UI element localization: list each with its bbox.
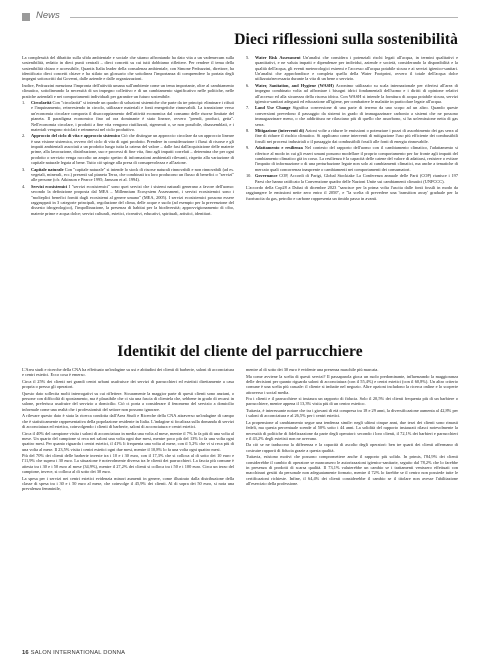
article2-paragraph: Ma come avviene la scelta di questi servizi? Il passaparola gioca un ruolo predominante, influenzando la maggioranza delle decisioni per quanto riguarda saloni di acconciatura (con il 55,4%) e centri estetici (con il 60,8%). Un altro criterio comune è una scelta più casuale: il cliente si imbatte nel negozio. Altre opzioni includono la ricerca online e lo scoperte attraverso i social media.	[246, 373, 458, 395]
list-item-4: 4. Servizi ecosistemici I "servizi ecosistemici" sono quei servizi che i sistemi naturali generano a favore dell'uomo: secondo la definizione proposta dal MEA – Millennium Ecosystem Assessment, i servizi ecosistemici sono i "molteplici benefici forniti dagli ecosistemi al genere umano" (MEA, 2005). I servizi ecosistemici possono essere raggruppati in 3 categorie principali, regolazione del clima, delle acque e suolo (ad esempio per la prevenzione del dissesto idrogeologico), l'impollinazione, la presenza di habitat per la biodiversità; approvvigionamento di cibo, materie prime e acqua dolce; servizi culturali, estetici, ricreativi, educativi, spirituali, artistici, identitari.	[22, 183, 234, 216]
article1-intro-2: Inoltre, Pedrazzini menziona l'impronta dell'attività umana sull'ambiente come un tema importante, oltre al cambiamento climatico, sottolineando la necessità di un impegno collettivo e di un cambiamento significativo nelle politiche, nelle pratiche aziendali e nei comportamenti individuali per garantire un futuro sostenibile.	[22, 82, 234, 99]
page-number: 16	[22, 650, 29, 656]
article2-paragraph: mentre al di sotto dei 30 euro è evidente una presenza maschile più marcata.	[246, 367, 379, 372]
section-label: News	[36, 10, 60, 21]
publication-name: SALON INTERNATIONAL DONNA	[30, 650, 126, 656]
article2-paragraph: Questo dato sollecita molti interrogativi su cui riflettere. Sicuramente la maggior parte di questi clienti sono anziani, o persone con difficoltà di spostamento, ma è plausibile che ci sia una fascia di clientela che, sebbene in grado di recarsi in salone, preferisca usufruire del servizio a domicilio. Ciò ci porta a considerare il fenomeno del servizio a domicilio informale come una realtà che i professionisti del settore non possono ignorare.	[22, 390, 234, 412]
list-item-5: 5. Water Risk Assessment Un'analisi che considera i potenziali rischi legati all'acqua, in termini qualitativi e quantitativi, e ne valuta impatti e dipendenze per individui, aziende e società, considerando la disponibilità e la qualità dell'acqua, gli eventi meteorologici estremi e l'accesso all'acqua potabile sicura e ai servizi igienico-sanitari. Un'analisi che approfondisce e completa quella della Water Footprint, ovvero il totale dell'acqua dolce utilizzata/necessaria durante la vita di un bene o servizio.	[246, 55, 458, 82]
article2-paragraph: L'Area studi e ricerche della CNA ha effettuato un'indagine su usi e abitudini dei clienti di barberie, saloni di acconciatura e centri estetici. Ecco cosa è emerso.	[22, 367, 234, 378]
list-item-10: 10. Governance COP, Accordi di Parigi, Global Stocktake La Conferenza annuale delle Parti (COP) riunisce i 197 Paesi che hanno ratificato la Convenzione quadro delle Nazioni Unite sui cambiamenti climatici (UNFCCC).	[246, 173, 458, 184]
article2-paragraph: Da ciò se ne traducono la differenza e la capacità di ascolto degli operatori: ben tre quarti dei clienti affermano di costruire rapporti di fiducia grazie a questa qualità.	[246, 442, 458, 453]
article-title-sustainability: Dieci riflessioni sulla sostenibilità	[234, 31, 458, 48]
list-item-8: 8. Mitigazione (interventi di) Azioni volte a ridurre le emissioni o potenziare i pozzi di assorbimento dei gas serra al fine di ridurre il rischio climatico. Si applicano come interventi di mitigazione l'uso più efficiente dei combustibili fossili nei processi industriali o il passaggio dai combustibili fossili alle fonti di energia rinnovabile.	[246, 128, 458, 144]
article1-intro: La complessità del dibattito sulla sfida ambientale e sociale che stiamo affrontando ha dato vita a un vademecum sulla sostenibilità, redatto in dieci punti centrali – dieci concetti su cui tutti dobbiamo riflettere. Per rendere il tema della sostenibilità chiaro e accessibile, Quantis Italia leader della consulenza ambientale, con Simone Pedrazzini, direttore, ha identificato dieci concetti chiave e ha stilato un glossario che sottolinea l'importanza di comprendere la portata degli impegni sottoscritti dai Governi, dalle aziende e dalle organizzazioni.	[22, 55, 234, 82]
list-item-2: 2. Approccio del ciclo di vita e approccio sistemico Ciò che distingue un approccio circolare da un approccio lineare è una visione sistemica, ovvero del ciclo di vita di ogni prodotto. Prendere in considerazione i flussi di risorse e gli impatti ambientali associati a un prodotto lungo tutta la catena del valore – dalle fasi dall'acquisizione delle materie prime, alla lavorazione, distribuzione, uso e processi di fine vita, fino agli impatti correlati – determina che per ogni prodotto o servizio venga raccolto un ampio spettro di informazioni ambientali rilevanti, rispetto alla variazione di capitale naturale legata al bene. Tutto ciò spinge alla presa di consapevolezza e all'azione.	[22, 133, 235, 166]
header-rule	[70, 17, 458, 18]
article2-paragraph: La propensione al cambiamento segue una tendenza simile: negli ultimi cinque anni, due terzi dei clienti sono rimasti fedeli, ma questa percentuale scende al 50% sotto i 44 anni. La solidità del rapporto instaurati rilasci notevolmente la necessità di politiche di fidelizzazione da parte degli operatori: secondo i loro clienti, il 72,1% dei barbieri e parrucchieri e il 43,2% degli estetisti non ne avevano.	[246, 419, 458, 441]
article2-paragraph: La spesa per i servizi nei centri estetici evidenzia minori aumenti in genere, come illustrato dalla distribuzione della classe di spesa tra i 30 e i 50 euro al mese, che coinvolge il 45,9% dei clienti. Al di sopra dei 50 euro, si nota una prevalenza femminile,	[22, 475, 234, 492]
list-item-9: 9. Adattamento e resilienza Nel contesto del rapporto dell'uomo con il cambiamento climatico, l'adattamento si riferisce al modo in cui gli esseri umani possono modellare il proprio comportamento per far fronte agli impatti del cambiamento climatico già in corso. La resilienza è la capacità delle catene del valore di adattarsi, resistere o evitare l'impatto di informazione o di una perturbazione legate non solo ai cambiamenti climatici, ma anche a tematiche di mercato quali concorrenza inasprente o cambiamenti nei comportamenti dei consumatori.	[246, 145, 458, 172]
list-item-1: 1. Circolarità Con "circolarità" si intende un quadro di soluzioni sistemiche che parte da tre principi: eliminare i rifiuti e l'inquinamento, reinvestendo in circolo, utilizzare materiali e fonti energetiche rinnovabili. La transizione verso un'economia circolare comporta il disaccoppiamento dell'attività economica dal consumo delle risorse limitate del pianeta. Il paradigma economico fino ad ora dominante è stato lineare, ovvero "prendi, produci, getta". Nell'economia circolare, i prodotti a fine vita vengono riutilizzati, rigenerati o, se non possibile, disassemblati, e i materiali vengono riciclati e reimmessi nel ciclo produttivo.	[22, 100, 234, 132]
article2-paragraph: A rilevare questo dato è stata la ricerca condotta dall'Area Studi e Ricerche della CNA attraverso un'indagine di campo che è statisticamente rappresentativa della popolazione residente in Italia. L'indagine si focalizza sulla domanda di servizi di acconciatura ed estetica, coinvolgendo i clienti di barberie, saloni di acconciatura e centri estetici.	[22, 413, 234, 429]
article1-closing: L'accordo della Cop28 a Dubai di dicembre 2023 "sancisce per la prima volta l'uscita dalle fonti fossili in modo da raggiungere le emissioni nette zero entro il 2050", e "la scelta di prevedere una 'transition away' graduale per la fuoriuscita da gas, petrolio e carbone rappresenta un timido passo in avanti.	[246, 185, 458, 201]
article2-paragraph: Circa il 25% dei clienti nei grandi centri urbani usufruisce dei servizi di parrucchieri ed estetisti direttamente a casa propria o presso gli operatori.	[22, 378, 234, 390]
list-item-6: 6. Water, Sanitation, and Hygiene (WASH) Acronimo utilizzato su scala internazionale per riferirsi all'area di impegno combinato volta ad affrontare i bisogni idrici fondamentali dell'uomo e i diritti di opinione relativi all'accesso ed alla sicurezza della risorsa idrica. Con WASH si intende la fornitura di acqua potabile sicura, servizi igienico-sanitari adeguati ed educazione all'igiene, per combattere le malattie in particolare legate all'acqua.	[246, 82, 458, 104]
page-footer	[22, 650, 125, 656]
article2-left-column	[22, 367, 234, 493]
article2-paragraph: Più del 70% dei clienti delle barberie investe tra i 10 e i 30 euro, con il 17,3% che si colloca al di sotto dei 10 euro e l'11,9% che supera i 30 euro. La situazione è notevolmente diversa tra le clienti dei parrucchieri. La fascia più comune è attesta tra i 30 e i 50 euro al mese (34,9%), mentre il 27,2% dei clienti si colloca tra i 50 e i 100 euro. Circa un terzo del campione, invece, si colloca al di sotto dei 30 euro.	[22, 453, 234, 475]
article2-paragraph: Tuttavia, è interessante notare che tra i giovani di età compresa tra 18 e 29 anni, la diversificazione aumenta al 42,8% per i saloni di acconciatura e al 26,5% per i centri estetici.	[246, 407, 458, 419]
article-title-hairdresser: Identikit del cliente del parrucchiere	[117, 343, 363, 360]
article1-right-column	[246, 55, 458, 202]
article2-paragraph: Tuttavia, esistono motivi che possono compromettere anche il rapporto più solido. In primis, l'84,9% dei clienti considerebbe il cambio di operatore se mancassero le autorizzazioni igienico-sanitarie, seguito dal 78,2% che lo farebbe in presenza di prodotti di scarsa qualità. Il 73,1% valuterebbe un cambio se i trattamenti venissero effettuati con macchinari gestiti da personale non adeguatamente formato, mentre il 72% lo farebbe se il centro non possiede tutte le certificazioni richieste. Infine, il 64,4% dei clienti considerebbe il cambio se il titolare non avesse l'abilitazione all'esercizio della professione.	[246, 454, 458, 486]
article1-left-column	[22, 55, 234, 217]
section-header	[22, 10, 458, 24]
article2-right-column	[246, 367, 458, 488]
section-marker	[22, 13, 30, 21]
article2-paragraph: Fra i clienti e il parrucchiere si instaura un rapporto di fiducia. Solo il 20,5% dei clienti frequenta più di un barbiere o parrucchiere, mentre appena il 13,3% visita più di un centro estetico.	[246, 396, 458, 407]
article2-paragraph: Circa il 40% del campione visita i saloni di acconciatura in media una volta al mese, mentre il 7% lo fa più di una volta al mese. Un quarto del campione si reca nei saloni una volta ogni due mesi, mentre poco più del 13% lo fa una volta ogni quattro mesi. Per quanto riguarda i centri estetici, il 41% li frequenta una volta al mese, con il 5,2% che vi si reca più di una volta al mese. Il 23,5% visita i centri estetici ogni due mesi, mentre il 10,8% lo fa una volta ogni quattro mesi.	[22, 430, 234, 452]
list-item-3: 3. Capitale naturale Con "capitale naturale" si intende lo stock di risorse naturali rinnovabili e non rinnovabili (ad es. vegetali, minerali, ecc.) presenti sul pianeta Terra, che combinati tra loro producono un flusso di benefici o "servizi" alle persone (cfr. Atkinson e Pearce 1995; Jansson et al. 1994).	[22, 166, 234, 183]
list-item-7: 7. Land Use Change Significa conversione di una parte di terreno da uno scopo ad un altro. Quando queste conversioni prevedono il passaggio da sistemi in grado di immagazzinare carbonio a sistemi che ne possono immagazzinare meno, o che addirittura ne rilasciano più di quello che assorbono, si ha un'emissione netta di gas serra.	[246, 105, 458, 127]
